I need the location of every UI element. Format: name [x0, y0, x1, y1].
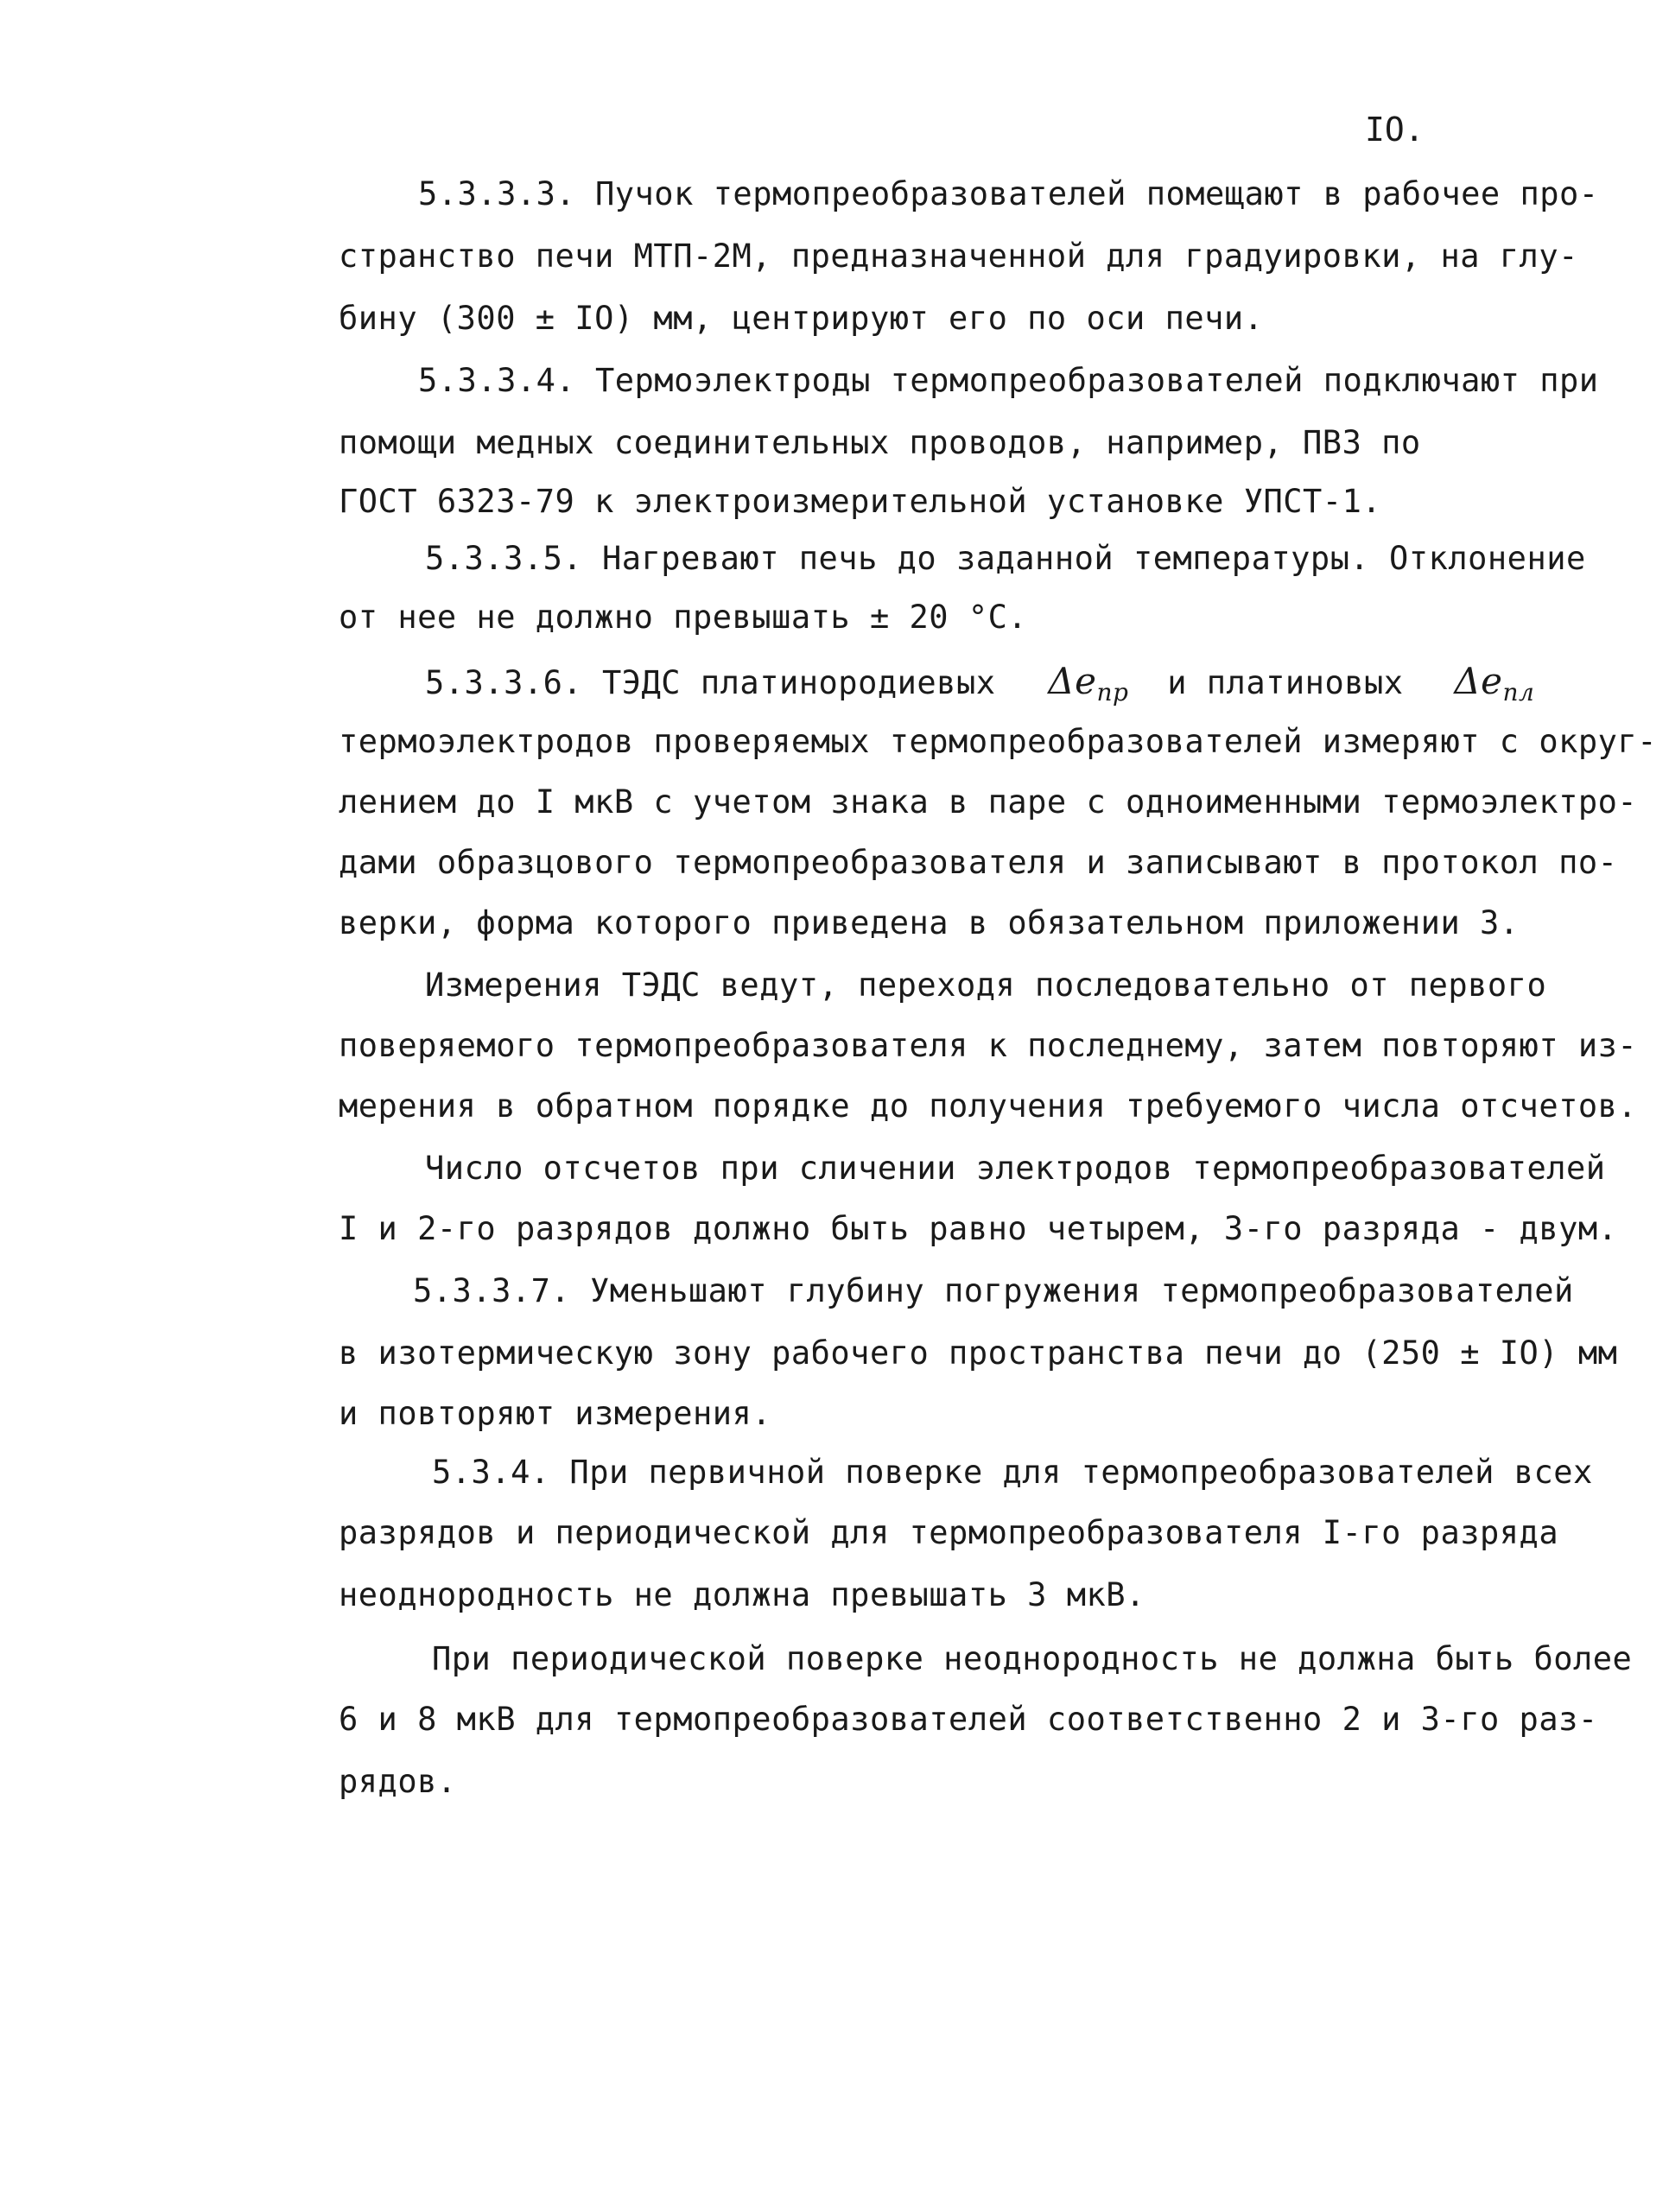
text-line: лением до I мкВ с учетом знака в паре с одноименными термоэлектро- — [339, 783, 1638, 821]
text-line: ГОСТ 6323-79 к электроизмерительной установке УПСТ-1. — [339, 483, 1382, 520]
text-line: верки, форма которого приведена в обязательном приложении 3. — [339, 904, 1520, 941]
text-line: Число отсчетов при сличении электродов термопреобразователей — [425, 1150, 1606, 1187]
text-line: 6 и 8 мкВ для термопреобразователей соответственно 2 и 3-го раз- — [339, 1701, 1598, 1738]
text-line: 5.3.3.7. Уменьшают глубину погружения термопреобразователей — [413, 1272, 1574, 1309]
text-line: поверяемого термопреобразователя к последнему, затем повторяют из- — [339, 1027, 1638, 1064]
text-line: термоэлектродов проверяемых термопреобразователей измеряют с округ- — [339, 723, 1657, 760]
page-number: IO. — [1365, 111, 1425, 149]
text-line: и повторяют измерения. — [339, 1395, 772, 1432]
delta-e-pr-symbol: $\Delta e_{пр}$ — [1048, 660, 1129, 707]
text-line: 5.3.3.4. Термоэлектроды термопреобразователей подключают при — [418, 362, 1599, 399]
line-prefix: 5.3.3.6. ТЭДС платинородиевых — [425, 664, 996, 701]
text-line: от нее не должно превышать ± 20 °С. — [339, 599, 1028, 636]
text-line: дами образцового термопреобразователя и записывают в протокол по- — [339, 844, 1618, 881]
text-line: в изотермическую зону рабочего пространства печи до (250 ± IO) мм — [339, 1334, 1618, 1372]
text-line: I и 2-го разрядов должно быть равно четырем, 3-го разряда - двум. — [339, 1210, 1618, 1247]
text-line: Измерения ТЭДС ведут, переходя последовательно от первого — [425, 967, 1547, 1004]
text-line: неоднородность не должна превышать 3 мкВ. — [339, 1576, 1145, 1613]
text-line: 5.3.3.3. Пучок термопреобразователей помещают в рабочее про- — [418, 175, 1599, 212]
text-line: мерения в обратном порядке до получения требуемого числа отсчетов. — [339, 1087, 1638, 1125]
line-middle: и платиновых — [1167, 664, 1404, 701]
text-line: рядов. — [339, 1763, 457, 1800]
text-line: разрядов и периодической для термопреобразователя I-го разряда — [339, 1514, 1559, 1551]
text-line: 5.3.4. При первичной поверке для термопреобразователей всех — [432, 1454, 1593, 1491]
formula-line — [425, 660, 1535, 707]
text-line: При периодической поверке неоднородность не должна быть более — [432, 1640, 1633, 1677]
text-line: странство печи МТП-2М, предназначенной для градуировки, на глу- — [339, 238, 1578, 275]
text-line: бину (300 ± IO) мм, центрируют его по оси печи. — [339, 300, 1264, 337]
text-line: 5.3.3.5. Нагревают печь до заданной температуры. Отклонение — [425, 540, 1586, 577]
delta-e-pl-symbol: $\Delta e_{пл}$ — [1454, 660, 1535, 707]
text-line: помощи медных соединительных проводов, например, ПВЗ по — [339, 424, 1421, 461]
